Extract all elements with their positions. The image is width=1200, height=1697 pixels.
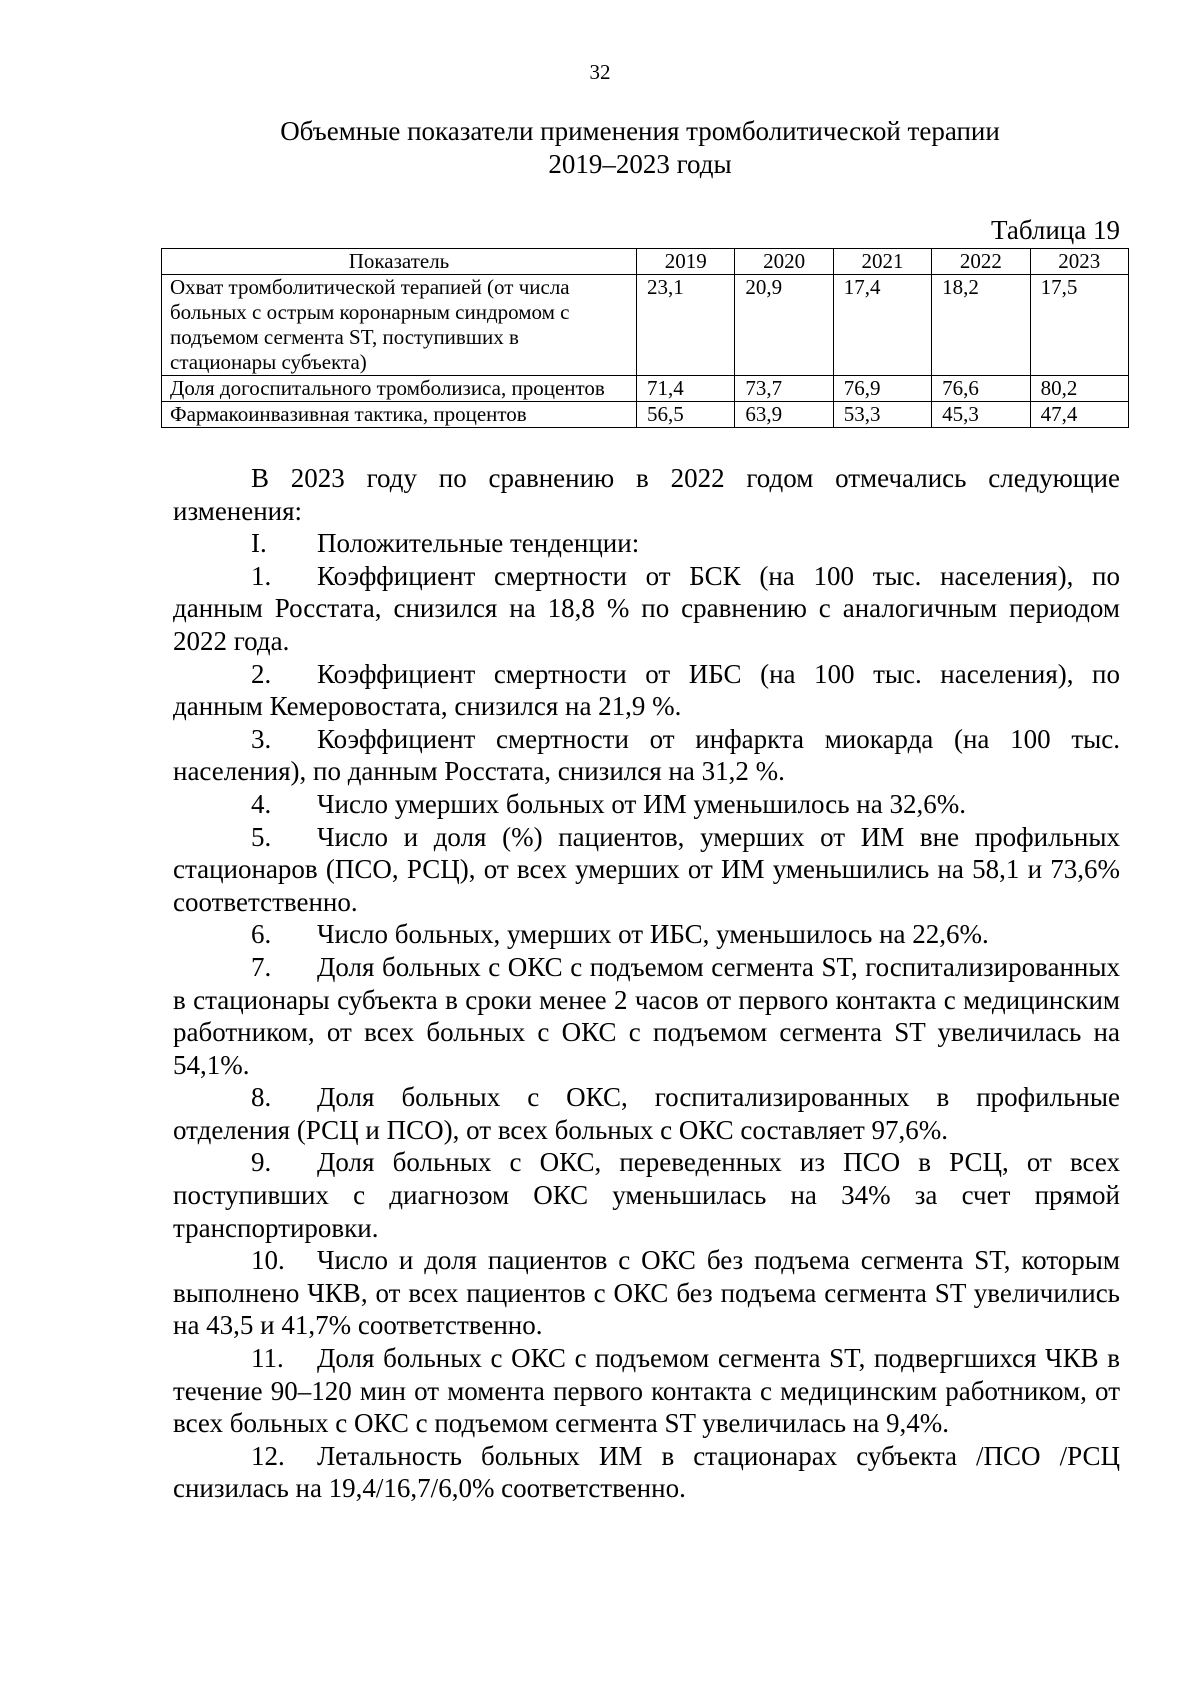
header-2023: 2023 bbox=[1030, 249, 1128, 275]
list-item-text: Коэффициент смертности от ИБС (на 100 тыс. населения), по данным Кемеровостата, снизился на 21,9 %. bbox=[173, 658, 1120, 722]
list-item bbox=[173, 918, 1120, 951]
list-item-number: 4. bbox=[251, 788, 272, 819]
list-item-number: 11. bbox=[251, 1343, 284, 1374]
cell-value: 18,2 bbox=[932, 275, 1030, 376]
cell-value: 45,3 bbox=[932, 402, 1030, 428]
header-2020: 2020 bbox=[735, 249, 833, 275]
list-item-number: 6. bbox=[251, 919, 272, 950]
list-item-text: Доля больных с ОКС с подъемом сегмента ST, госпитализированных в стационары субъекта в сроки менее 2 часов от первого контакта с медицинским работником, от всех больных с ОКС с подъемом сегмента ST увеличилась на 54,1%. bbox=[173, 951, 1120, 1080]
list-item bbox=[173, 1146, 1120, 1244]
header-2021: 2021 bbox=[833, 249, 931, 275]
table-header-row bbox=[162, 249, 1129, 275]
cell-value: 56,5 bbox=[637, 402, 735, 428]
header-2022: 2022 bbox=[932, 249, 1030, 275]
cell-value: 20,9 bbox=[735, 275, 833, 376]
title-line-2: 2019–2023 годы bbox=[548, 149, 732, 179]
list-item bbox=[173, 1342, 1120, 1440]
list-item bbox=[173, 658, 1120, 723]
list-item-number: 10. bbox=[251, 1245, 285, 1276]
list-item-text: Число больных, умерших от ИБС, уменьшилось на 22,6%. bbox=[317, 919, 989, 950]
cell-value: 23,1 bbox=[637, 275, 735, 376]
list-item bbox=[173, 1440, 1120, 1505]
list-item-text: Доля больных с ОКС, переведенных из ПСО в РСЦ, от всех поступивших с диагнозом ОКС уменьшилась на 34% за счет прямой транспортировки. bbox=[173, 1147, 1120, 1243]
list-item bbox=[173, 1081, 1120, 1146]
cell-value: 76,6 bbox=[932, 376, 1030, 402]
section-heading-text: Положительные тенденции: bbox=[317, 528, 640, 559]
list-item-text: Число умерших больных от ИМ уменьшилось на 32,6%. bbox=[317, 788, 966, 819]
list-item-text: Летальность больных ИМ в стационарах субъекта /ПСО /РСЦ снизилась на 19,4/16,7/6,0% соответственно. bbox=[173, 1440, 1120, 1504]
cell-value: 76,9 bbox=[833, 376, 931, 402]
list-item-number: 1. bbox=[251, 560, 272, 591]
thrombolysis-table bbox=[161, 248, 1129, 428]
section-number: I. bbox=[251, 528, 267, 559]
list-item-text: Доля больных с ОКС с подъемом сегмента ST, подвергшихся ЧКВ в течение 90–120 мин от момента первого контакта с медицинским работником, от всех больных с ОКС с подъемом сегмента ST увеличилась на 9,4%. bbox=[173, 1343, 1120, 1439]
list-item-number: 2. bbox=[251, 658, 272, 689]
list-item-text: Число и доля пациентов с ОКС без подъема сегмента ST, которым выполнено ЧКВ, от всех пациентов с ОКС без подъема сегмента ST увеличились на 43,5 и 41,7% соответственно. bbox=[173, 1245, 1120, 1341]
list-item bbox=[173, 821, 1120, 919]
list-item-text: Коэффициент смертности от БСК (на 100 тыс. населения), по данным Росстата, снизился на 18,8 % по сравнению с аналогичным периодом 2022 года. bbox=[173, 560, 1120, 656]
list-item bbox=[173, 723, 1120, 788]
cell-value: 53,3 bbox=[833, 402, 931, 428]
cell-value: 80,2 bbox=[1030, 376, 1128, 402]
list-item bbox=[173, 560, 1120, 658]
list-item-number: 12. bbox=[251, 1440, 285, 1471]
body-text bbox=[173, 462, 1120, 1505]
cell-value: 73,7 bbox=[735, 376, 833, 402]
page-number: 32 bbox=[589, 60, 611, 84]
list-item-number: 8. bbox=[251, 1082, 272, 1113]
list-item-text: Число и доля (%) пациентов, умерших от ИМ вне профильных стационаров (ПСО, РСЦ), от всех умерших от ИМ уменьшились на 58,1 и 73,6% соответственно. bbox=[173, 821, 1120, 917]
cell-value: 71,4 bbox=[637, 376, 735, 402]
list-item-number: 5. bbox=[251, 821, 272, 852]
row-indicator: Фармакоинвазивная тактика, процентов bbox=[162, 402, 637, 428]
table-row bbox=[162, 275, 1129, 376]
list-item-number: 3. bbox=[251, 723, 272, 754]
list-item bbox=[173, 1244, 1120, 1342]
list-item bbox=[173, 951, 1120, 1081]
cell-value: 47,4 bbox=[1030, 402, 1128, 428]
cell-value: 63,9 bbox=[735, 402, 833, 428]
cell-value: 17,4 bbox=[833, 275, 931, 376]
section-heading bbox=[173, 527, 1120, 560]
list-item-number: 9. bbox=[251, 1147, 272, 1178]
table-caption: Таблица 19 bbox=[991, 215, 1120, 245]
table-row bbox=[162, 376, 1129, 402]
list-item bbox=[173, 788, 1120, 821]
table-row bbox=[162, 402, 1129, 428]
header-2019: 2019 bbox=[637, 249, 735, 275]
title-line-1: Объемные показатели применения тромболитической терапии bbox=[280, 116, 1000, 146]
intro-paragraph: В 2023 году по сравнению в 2022 годом отмечались следующие изменения: bbox=[173, 463, 1120, 526]
header-indicator: Показатель bbox=[162, 249, 637, 275]
list-item-text: Доля больных с ОКС, госпитализированных в профильные отделения (РСЦ и ПСО), от всех больных с ОКС составляет 97,6%. bbox=[173, 1082, 1120, 1145]
row-indicator: Охват тромболитической терапией (от числа больных с острым коронарным синдромом с подъемом сегмента ST, поступивших в стационары субъекта) bbox=[162, 275, 637, 376]
document-title bbox=[150, 115, 1130, 181]
row-indicator: Доля догоспитального тромболизиса, процентов bbox=[162, 376, 637, 402]
list-item-text: Коэффициент смертности от инфаркта миокарда (на 100 тыс. населения), по данным Росстата, снизился на 31,2 %. bbox=[173, 723, 1120, 787]
cell-value: 17,5 bbox=[1030, 275, 1128, 376]
list-item-number: 7. bbox=[251, 951, 272, 982]
